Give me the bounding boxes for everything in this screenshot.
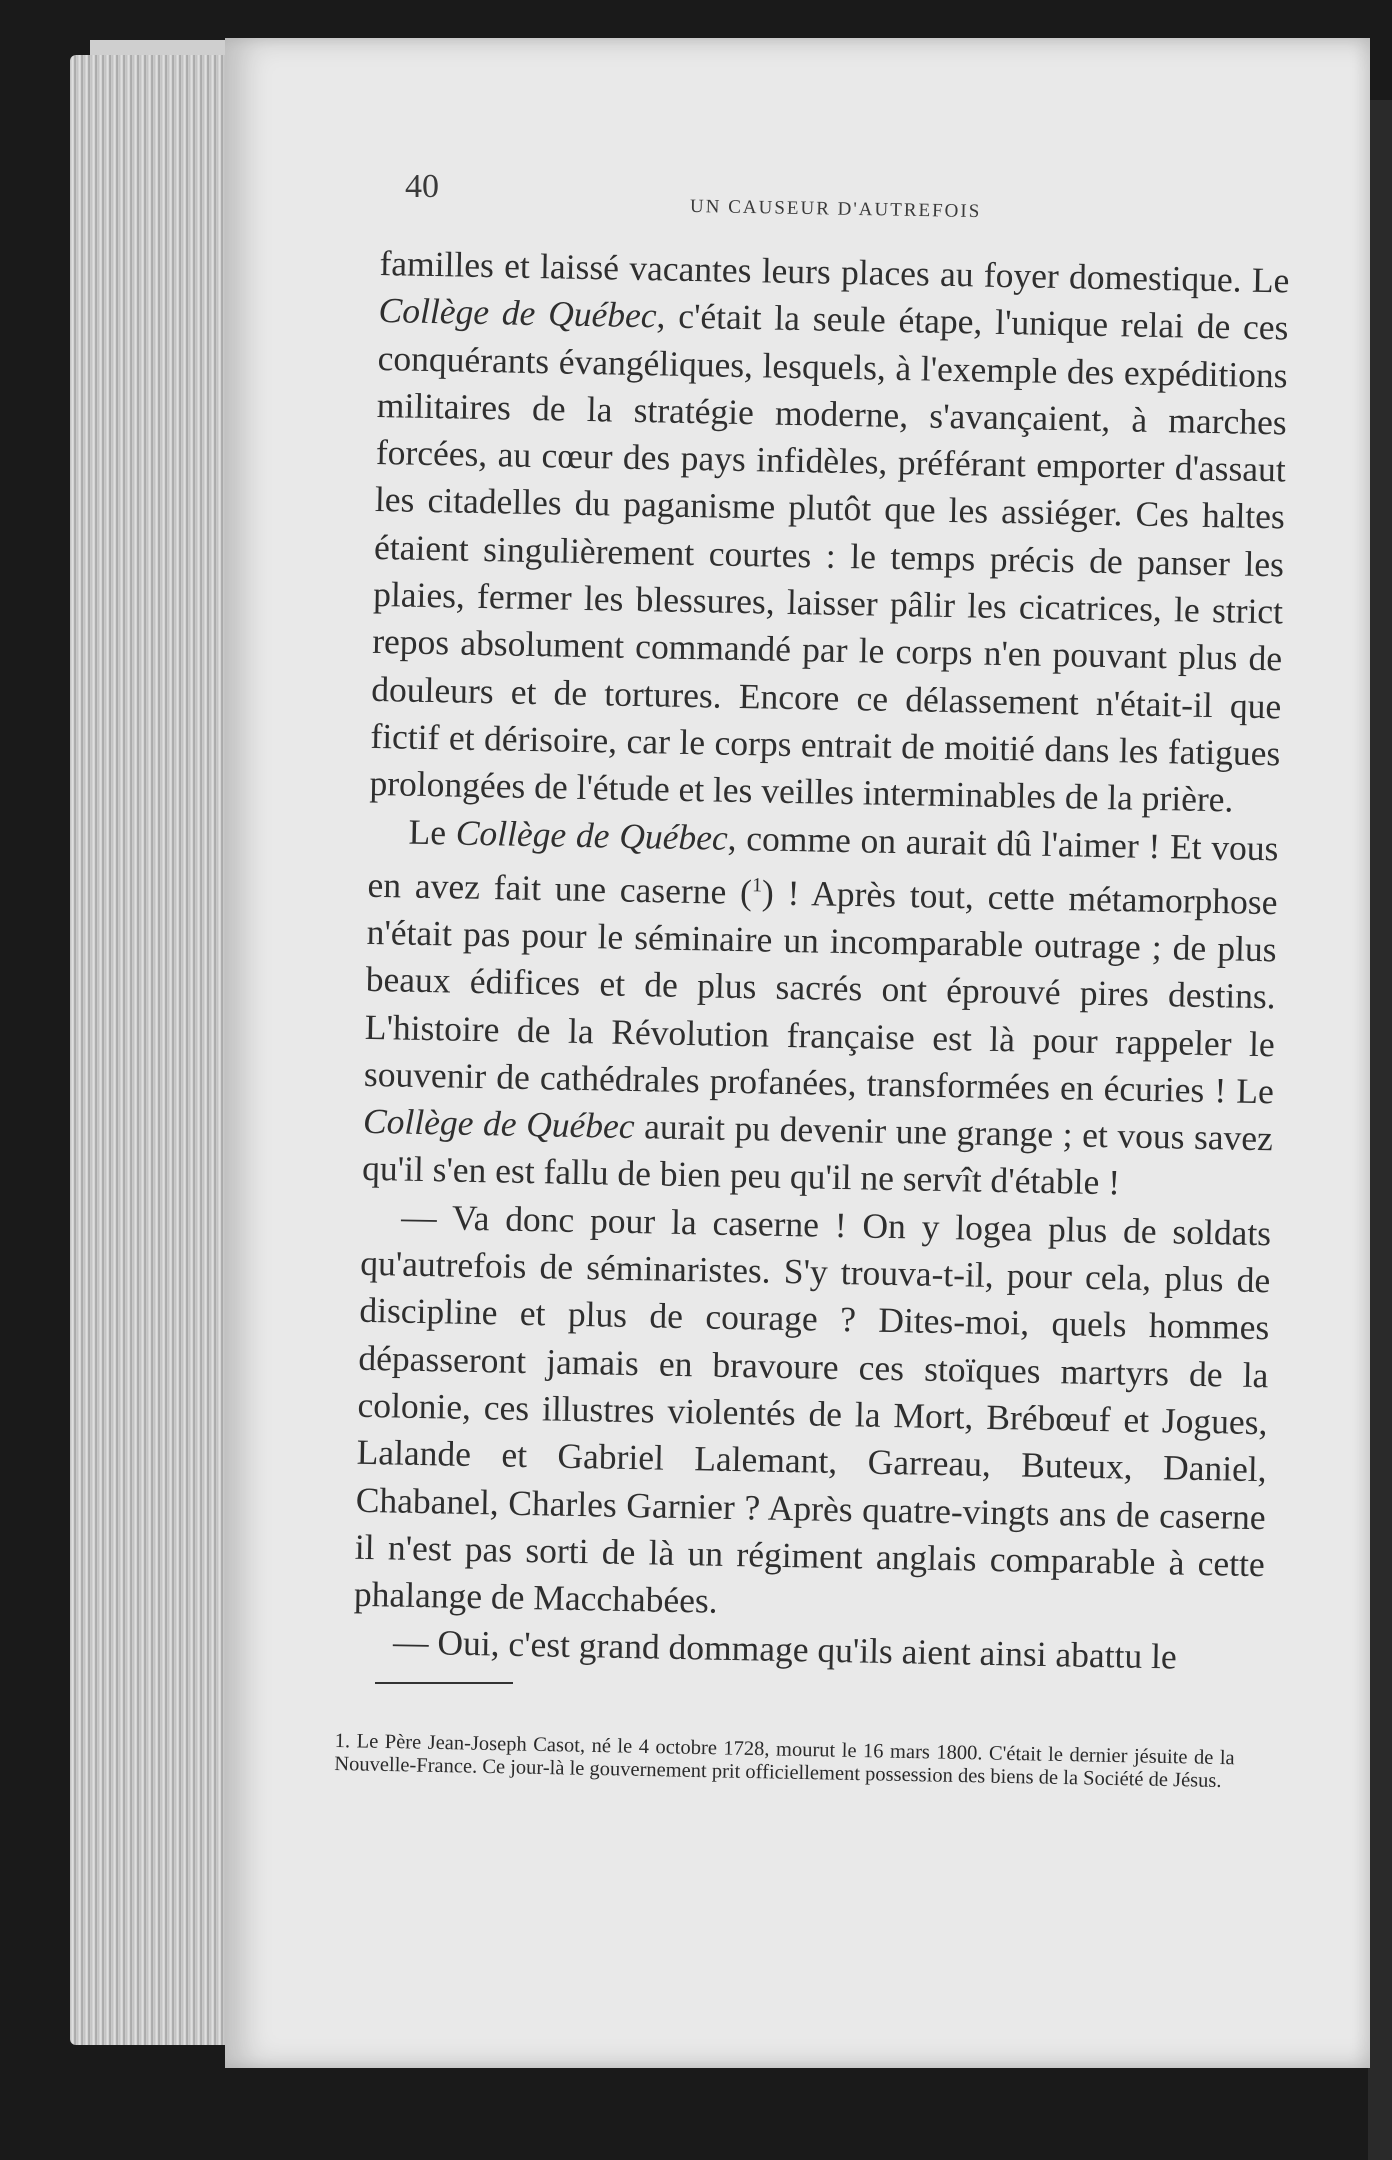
italic-title: Collège de Québec bbox=[362, 1101, 635, 1147]
body-text bbox=[353, 240, 1290, 1683]
footnote-rule bbox=[375, 1682, 513, 1684]
paragraph-1 bbox=[369, 240, 1290, 825]
scan-border bbox=[1368, 100, 1392, 2160]
page-header bbox=[405, 168, 1045, 223]
text-run: familles et laissé vacantes leurs places au foyer domestique. Le bbox=[379, 242, 1290, 301]
text-run: Le bbox=[408, 811, 457, 853]
italic-title: Collège de Québec bbox=[378, 290, 657, 336]
text-run: , c'était la seule étape, l'unique relai de ces conquérants évangéliques, lesquels, à l'exemple des expéditions militaires de la stratégie moderne, s'avançaient, à marches forcées, au cœur des pays infidèles, préférant emporter d'assaut les citadelles du paganisme plutôt que les assiéger. Ces haltes étaient singulièrement courtes : le temps précis de panser les plaies, fermer les blessures, laisser pâlir les cicatrices, le strict repos absolument commandé par le corps n'en pouvant plus de douleurs et de tortures. Encore ce délassement n'était-il que fictif et dérisoire, car le corps entrait de moitié dans les fatigues prolongées de l'étude et les veilles interminables de la prière. bbox=[369, 295, 1289, 820]
paragraph-2 bbox=[362, 807, 1279, 1210]
page-number: 40 bbox=[405, 168, 439, 205]
paragraph-3: — Va donc pour la caserne ! On y logea plus de soldats qu'autrefois de séminaristes. S'y trouva-t-il, pour cela, plus de discipline et plus de courage ? Dites-moi, quels hommes dépasseront jamais en bravoure ces stoïques martyrs de la colonie, ces illustres violentés de la Mort, Brébœuf et Jogues, Lalande et Gabriel Lalemant, Garreau, Buteux, Daniel, Chabanel, Charles Garnier ? Après quatre-vingts ans de caserne il n'est pas sorti de là un régiment anglais comparable à cette phalange de Macchabées. bbox=[353, 1196, 1272, 1621]
text-run: ) ! Après tout, cette métamorphose n'était pas pour le séminaire un incomparable outrage ; de plus beaux édifices et de plus sacrés ont éprouvé pires destins. L'histoire de la Révolution française est là pour rappeler le souvenir de cathédrales profanées, transformées en écuries ! Le bbox=[363, 872, 1278, 1112]
text-run: aurait pu devenir une grange ; et vous savez qu'il s'en est fallu de bien peu qu'il ne servît d'étable ! bbox=[361, 1106, 1274, 1203]
italic-title: Collège de Québec bbox=[455, 812, 729, 858]
text-run: , comme on aurait dû l'aimer ! Et vous en avez fait une caserne ( bbox=[367, 817, 1279, 912]
running-title: UN CAUSEUR D'AUTREFOIS bbox=[689, 196, 982, 223]
footnote-text: 1. Le Père Jean-Joseph Casot, né le 4 octobre 1728, mourut le 16 mars 1800. C'était le dernier jésuite de la Nouvelle-France. Ce jour-là le gouvernement prit officiellement possession des biens de la Société de Jésus. bbox=[334, 1730, 1235, 1793]
paragraph-4: — Oui, c'est grand dommage qu'ils aient ainsi abattu le bbox=[392, 1621, 1178, 1677]
book-page-edges bbox=[70, 55, 240, 2045]
footnote-marker: 1 bbox=[751, 874, 763, 897]
